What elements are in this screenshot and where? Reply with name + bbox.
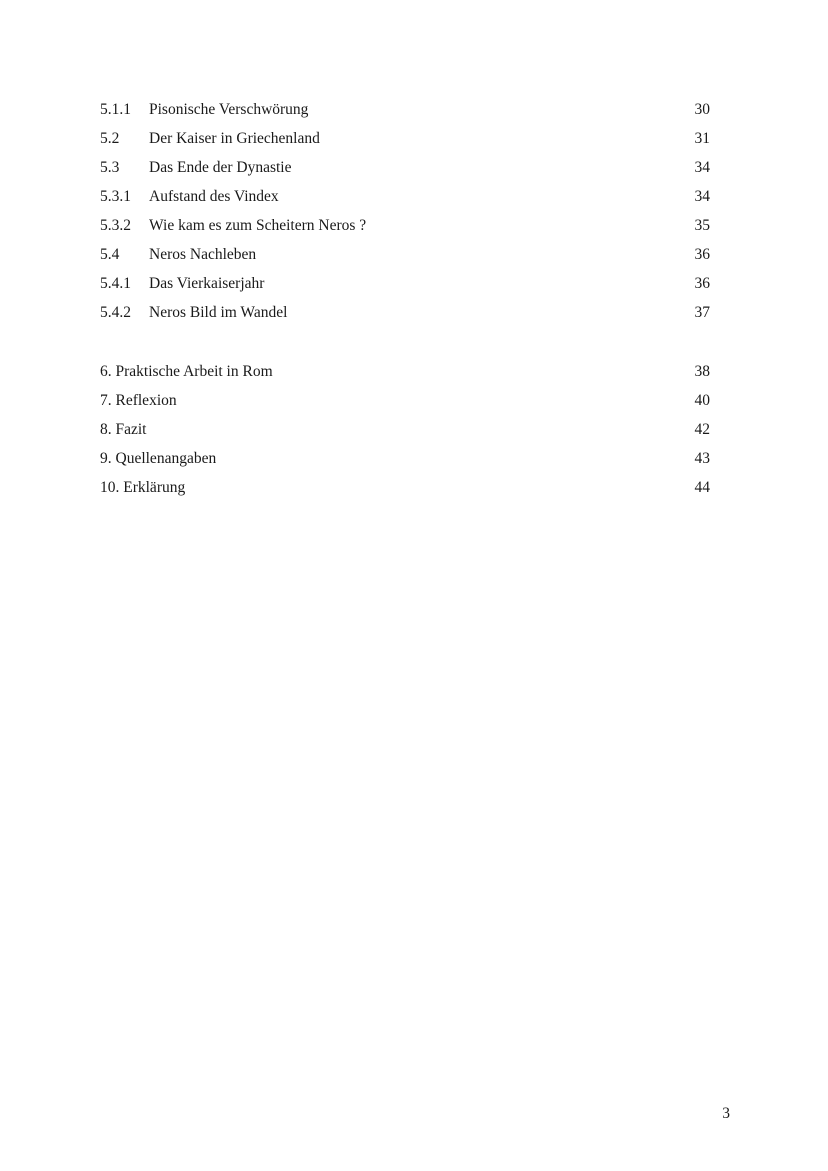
section-spacer	[100, 330, 710, 360]
toc-entry	[100, 127, 710, 156]
toc-entry-title: Neros Nachleben	[149, 246, 257, 263]
toc-entry	[100, 156, 710, 185]
toc-chapter-label: 6. Praktische Arbeit in Rom	[100, 363, 273, 380]
toc-entry-page: 38	[694, 363, 710, 380]
toc-entry	[100, 272, 710, 301]
toc-entry-page: 42	[694, 421, 710, 438]
toc-entry-page: 35	[694, 217, 710, 234]
toc-entry-page: 37	[694, 304, 710, 321]
toc-chapter-entry	[100, 418, 710, 447]
page-number: 3	[722, 1105, 730, 1122]
toc-chapter-entry	[100, 447, 710, 476]
toc-chapter-entry	[100, 389, 710, 418]
toc-entry-page: 43	[694, 450, 710, 467]
toc-entry-number: 5.4	[100, 246, 120, 263]
toc-entry-page: 36	[694, 246, 710, 263]
toc-entry-title: Das Vierkaiserjahr	[149, 275, 265, 292]
toc-entry-number: 5.4.1	[100, 275, 131, 292]
toc-entry-page: 36	[694, 275, 710, 292]
toc-entry-title: Aufstand des Vindex	[149, 188, 279, 205]
toc-chapter-entry	[100, 360, 710, 389]
toc-entry-page: 40	[694, 392, 710, 409]
toc-entry-number: 5.3	[100, 159, 120, 176]
toc-entry-title: Das Ende der Dynastie	[149, 159, 292, 176]
toc-entry-page: 31	[694, 130, 710, 147]
toc-entry	[100, 98, 710, 127]
toc-entry-number: 5.3.1	[100, 188, 131, 205]
toc-chapter-label: 7. Reflexion	[100, 392, 177, 409]
toc-entry-title: Der Kaiser in Griechenland	[149, 130, 320, 147]
toc-entry-number: 5.1.1	[100, 101, 131, 118]
toc-entry-page: 34	[694, 188, 710, 205]
toc-entry-title: Wie kam es zum Scheitern Neros ?	[149, 217, 367, 234]
table-of-contents	[100, 98, 710, 505]
toc-chapter-label: 8. Fazit	[100, 421, 147, 438]
toc-entry-page: 30	[694, 101, 710, 118]
toc-entry-page: 44	[694, 479, 710, 496]
toc-entry	[100, 243, 710, 272]
toc-entry-number: 5.2	[100, 130, 120, 147]
toc-chapter-label: 9. Quellenangaben	[100, 450, 217, 467]
toc-entry	[100, 185, 710, 214]
toc-entry-number: 5.3.2	[100, 217, 131, 234]
toc-entry-title: Neros Bild im Wandel	[149, 304, 288, 321]
toc-entry	[100, 301, 710, 330]
toc-chapter-entry	[100, 476, 710, 505]
toc-entry-number: 5.4.2	[100, 304, 131, 321]
toc-entry-title: Pisonische Verschwörung	[149, 101, 309, 118]
toc-entry	[100, 214, 710, 243]
toc-chapter-label: 10. Erklärung	[100, 479, 186, 496]
toc-entry-page: 34	[694, 159, 710, 176]
